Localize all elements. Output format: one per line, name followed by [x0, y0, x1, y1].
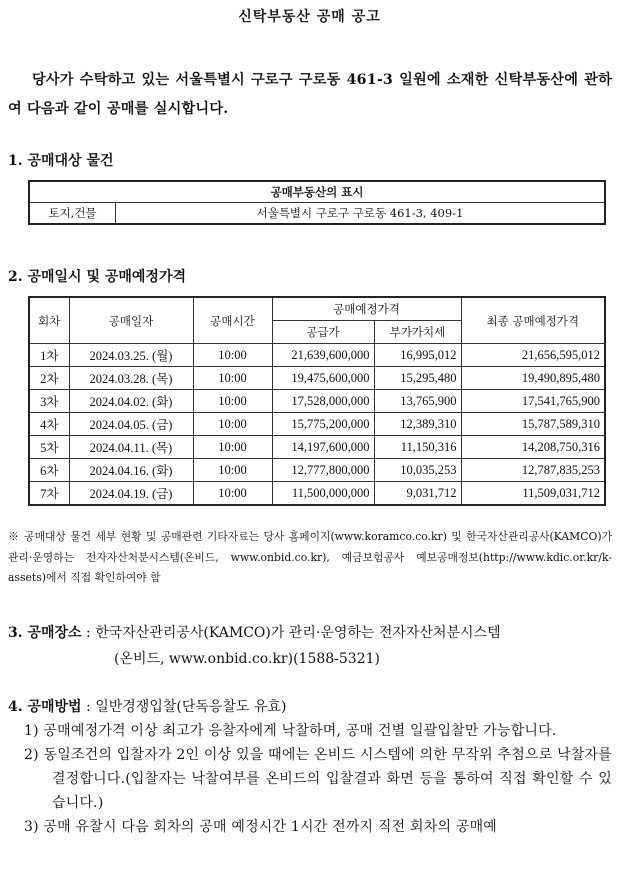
section-3-line2: (온비드, www.onbid.co.kr)(1588-5321) — [114, 651, 380, 667]
cell-date: 2024.04.11. (목) — [69, 436, 193, 459]
property-address: 서울특별시 구로구 구로동 461-3, 409-1 — [116, 203, 606, 225]
cell-vat: 13,765,900 — [374, 390, 461, 413]
page-title: 신탁부동산 공매 공고 — [238, 9, 381, 25]
table-row — [29, 459, 605, 482]
cell-supply: 14,197,600,000 — [272, 436, 374, 459]
cell-date: 2024.04.19. (금) — [69, 482, 193, 506]
col-vat: 부가가치세 — [374, 321, 461, 344]
section-3-label: 3. 공매장소 — [8, 625, 82, 641]
cell-time: 10:00 — [193, 344, 272, 367]
section-2-heading: 2. 공매일시 및 공매예정가격 — [8, 269, 187, 285]
cell-date: 2024.04.05. (금) — [69, 413, 193, 436]
intro-paragraph: 당사가 수탁하고 있는 서울특별시 구로구 구로동 461-3 일원에 소재한 신탁부동산에 관하여 다음과 같이 공매를 실시합니다. — [8, 72, 612, 117]
cell-time: 10:00 — [193, 367, 272, 390]
cell-final: 11,509,031,712 — [461, 482, 605, 506]
cell-round: 5차 — [29, 436, 69, 459]
table-row — [29, 344, 605, 367]
table-row — [29, 482, 605, 506]
cell-time: 10:00 — [193, 459, 272, 482]
section-3-separator: : — [81, 625, 96, 641]
cell-supply: 19,475,600,000 — [272, 367, 374, 390]
section-1-heading: 1. 공매대상 물건 — [8, 153, 114, 169]
cell-time: 10:00 — [193, 436, 272, 459]
cell-final: 12,787,835,253 — [461, 459, 605, 482]
cell-vat: 16,995,012 — [374, 344, 461, 367]
cell-vat: 9,031,712 — [374, 482, 461, 506]
table-row — [29, 436, 605, 459]
cell-supply: 11,500,000,000 — [272, 482, 374, 506]
cell-final: 15,787,589,310 — [461, 413, 605, 436]
cell-vat: 10,035,253 — [374, 459, 461, 482]
col-time: 공매시간 — [193, 297, 272, 344]
col-supply: 공급가 — [272, 321, 374, 344]
cell-date: 2024.04.16. (화) — [69, 459, 193, 482]
cell-vat: 11,150,316 — [374, 436, 461, 459]
cell-round: 4차 — [29, 413, 69, 436]
section-4-method: 일반경쟁입찰(단독응찰도 유효) — [95, 699, 287, 715]
cell-final: 14,208,750,316 — [461, 436, 605, 459]
section-3-line1: 한국자산관리공사(KAMCO)가 관리·운영하는 전자자산처분시스템 — [95, 625, 501, 641]
cell-round: 1차 — [29, 344, 69, 367]
cell-round: 7차 — [29, 482, 69, 506]
cell-date: 2024.03.25. (월) — [69, 344, 193, 367]
cell-vat: 12,389,310 — [374, 413, 461, 436]
cell-vat: 15,295,480 — [374, 367, 461, 390]
section-4 — [8, 695, 612, 839]
section-4-label: 4. 공매방법 — [8, 699, 82, 715]
col-final-price: 최종 공매예정가격 — [461, 297, 605, 344]
cell-time: 10:00 — [193, 482, 272, 506]
cell-final: 21,656,595,012 — [461, 344, 605, 367]
method-item: 2) 동일조건의 입찰자가 2인 이상 있을 때에는 온비드 시스템에 의한 무작위 추첨으로 낙찰자를 결정합니다.(입찰자는 낙찰여부를 온비드의 입찰결과 화면 등을 통하여 직접 확인할 수 있습니다.) — [24, 747, 612, 811]
cell-round: 2차 — [29, 367, 69, 390]
section-4-separator: : — [81, 699, 96, 715]
method-item: 3) 공매 유찰시 다음 회차의 공매 예정시간 1시간 전까지 직전 회차의 공매예 — [24, 819, 498, 835]
cell-supply: 21,639,600,000 — [272, 344, 374, 367]
cell-round: 3차 — [29, 390, 69, 413]
col-date: 공매일자 — [69, 297, 193, 344]
section-3 — [8, 620, 612, 672]
cell-time: 10:00 — [193, 390, 272, 413]
table-row — [29, 413, 605, 436]
auction-schedule-table — [28, 296, 606, 506]
cell-supply: 17,528,000,000 — [272, 390, 374, 413]
property-table-header: 공매부동산의 표시 — [29, 181, 605, 203]
table-row — [29, 390, 605, 413]
col-price-group: 공매예정가격 — [272, 297, 461, 321]
table-row — [29, 367, 605, 390]
cell-supply: 15,775,200,000 — [272, 413, 374, 436]
cell-final: 19,490,895,480 — [461, 367, 605, 390]
cell-final: 17,541,765,900 — [461, 390, 605, 413]
cell-supply: 12,777,800,000 — [272, 459, 374, 482]
cell-date: 2024.03.28. (목) — [69, 367, 193, 390]
property-table — [28, 180, 606, 225]
cell-date: 2024.04.02. (화) — [69, 390, 193, 413]
property-type: 토지,건물 — [29, 203, 116, 225]
col-round: 회차 — [29, 297, 69, 344]
cell-time: 10:00 — [193, 413, 272, 436]
cell-round: 6차 — [29, 459, 69, 482]
method-item: 1) 공매예정가격 이상 최고가 응찰자에게 낙찰하며, 공매 건별 일괄입찰만 가능합니다. — [24, 723, 557, 739]
reference-note: ※ 공매대상 물건 세부 현황 및 공매관련 기타자료는 당사 홈페이지(www.koramco.co.kr) 및 한국자산관리공사(KAMCO)가 관리·운영하는 전자자산처분시스템(온비드, www.onbid.co.kr), 예금보험공사 예보공매정보(http://www.kdic.or.kr/k-assets)에서 직접 확인하여야 함 — [8, 530, 612, 584]
